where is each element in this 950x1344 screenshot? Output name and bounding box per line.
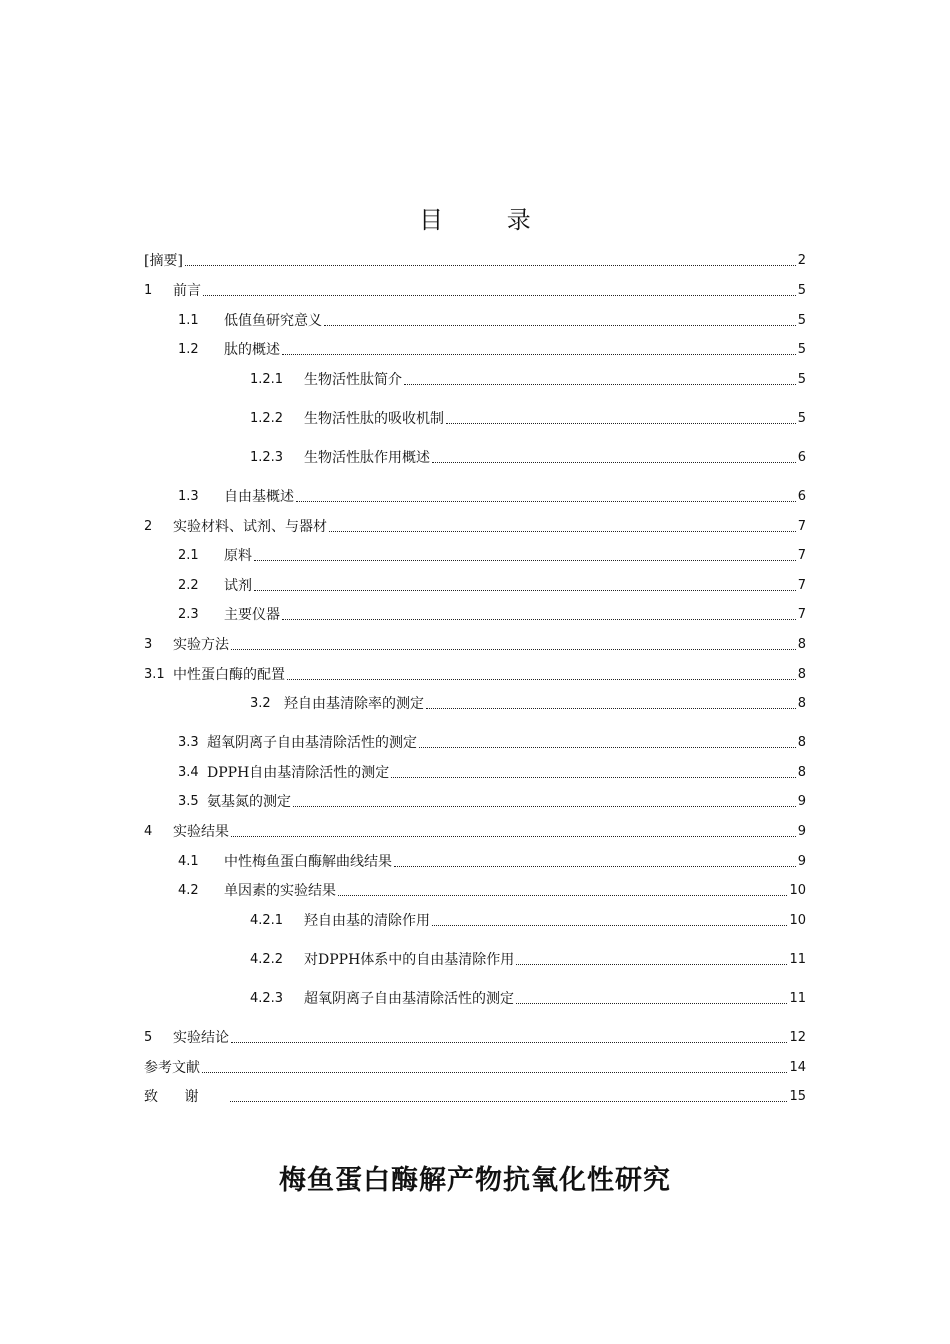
toc-page-number: 7 — [797, 519, 806, 534]
toc-entry-number: 3.5 — [178, 794, 199, 809]
toc-entry-text: 前言 — [173, 283, 201, 299]
toc-entry-1-2[interactable] — [144, 337, 806, 359]
toc-entry-text: 肽的概述 — [224, 342, 280, 358]
document-title: 梅鱼蛋白酶解产物抗氧化性研究 — [279, 1165, 671, 1196]
toc-page-number: 11 — [789, 952, 806, 967]
toc-entry-number: 3.4 — [178, 765, 199, 780]
toc-leader-dots — [202, 1072, 787, 1073]
toc-leader-dots — [282, 354, 796, 355]
toc-entry-text: 主要仪器 — [224, 607, 280, 623]
toc-entry-text: 生物活性肽简介 — [304, 372, 402, 388]
toc-entry-number: 3.1 — [144, 667, 165, 682]
toc-entry-number: 1.2.2 — [250, 411, 284, 426]
toc-entry-number: 4.2.3 — [250, 991, 284, 1006]
toc-entry-2-1[interactable] — [144, 543, 806, 565]
toc-entry-number: 5 — [144, 1030, 153, 1045]
toc-entry-number: 3.2 — [250, 696, 271, 711]
toc-page-number: 5 — [797, 313, 806, 328]
toc-page-number: 2 — [797, 253, 806, 268]
toc-entry-text: 自由基概述 — [224, 489, 294, 505]
toc-leader-dots — [391, 777, 795, 778]
toc-entry-text: 试剂 — [224, 578, 252, 594]
toc-leader-dots — [419, 747, 796, 748]
toc-page-number: 7 — [797, 548, 806, 563]
toc-entry-2-2[interactable] — [144, 573, 806, 595]
toc-heading: 目 录 — [419, 206, 559, 234]
toc-entry-text: 单因素的实验结果 — [224, 883, 336, 899]
toc-page-number: 8 — [797, 637, 806, 652]
toc-entry-3[interactable] — [144, 632, 806, 654]
toc-page-number: 8 — [797, 667, 806, 682]
toc-page-number: 5 — [797, 283, 806, 298]
toc-page-number: 6 — [797, 489, 806, 504]
toc-entry-1-2-2[interactable] — [144, 406, 806, 428]
toc-entry-number: 1.2 — [178, 342, 199, 357]
toc-leader-dots — [185, 265, 796, 266]
toc-leader-dots — [394, 866, 796, 867]
toc-leader-dots — [231, 836, 796, 837]
toc-leader-dots — [432, 462, 796, 463]
toc-entry-number: 2.1 — [178, 548, 199, 563]
toc-page-number: 5 — [797, 342, 806, 357]
toc-entry-5[interactable] — [144, 1025, 806, 1047]
toc-page-number: 10 — [789, 883, 806, 898]
toc-entry-3-2[interactable] — [144, 691, 806, 713]
toc-leader-dots — [282, 619, 796, 620]
toc-page-number: 9 — [797, 824, 806, 839]
toc-page-number: 7 — [797, 578, 806, 593]
toc-page-number: 15 — [789, 1089, 806, 1104]
toc-leader-dots — [287, 679, 796, 680]
toc-leader-dots — [329, 531, 796, 532]
toc-entry-number: 4.2 — [178, 883, 199, 898]
toc-entry-text: 氨基氮的测定 — [207, 794, 291, 810]
toc-leader-dots — [446, 423, 796, 424]
toc-entry-text: 羟自由基清除率的测定 — [284, 696, 424, 712]
toc-entry-2-3[interactable] — [144, 602, 806, 624]
toc-entry-3-1[interactable] — [144, 662, 806, 684]
toc-entry-text: 生物活性肽的吸收机制 — [304, 411, 444, 427]
toc-entry-text: 实验结果 — [173, 824, 229, 840]
toc-entry-3-5[interactable] — [144, 789, 806, 811]
toc-entry-1-2-3[interactable] — [144, 445, 806, 467]
toc-page-number: 8 — [797, 765, 806, 780]
toc-page-number: 8 — [797, 735, 806, 750]
toc-entry-number: 4 — [144, 824, 153, 839]
toc-leader-dots — [516, 1003, 787, 1004]
toc-page-number: 7 — [797, 607, 806, 622]
toc-entry-4-2-2[interactable] — [144, 947, 806, 969]
toc-entry-text: 羟自由基的清除作用 — [304, 913, 430, 929]
toc-page-number: 10 — [789, 913, 806, 928]
toc-page-number: 5 — [797, 411, 806, 426]
toc-entry-3-4[interactable] — [144, 760, 806, 782]
toc-entry-number: 3.3 — [178, 735, 199, 750]
toc-leader-dots — [230, 1101, 787, 1102]
toc-entry-2[interactable] — [144, 514, 806, 536]
toc-entry-text: 超氧阴离子自由基清除活性的测定 — [304, 991, 514, 1007]
toc-entry-number: 1.3 — [178, 489, 199, 504]
toc-entry-acknowledgements[interactable] — [144, 1084, 806, 1106]
toc-entry-1[interactable] — [144, 278, 806, 300]
toc-leader-dots — [254, 590, 796, 591]
toc-entry-text: 超氧阴离子自由基清除活性的测定 — [207, 735, 417, 751]
toc-entry-text: 低值鱼研究意义 — [224, 313, 322, 329]
toc-entry-text: 致 谢 — [144, 1089, 199, 1105]
toc-entry-text: 中性梅鱼蛋白酶解曲线结果 — [224, 854, 392, 870]
toc-entry-number: 2 — [144, 519, 153, 534]
toc-entry-text: [摘要] — [144, 253, 183, 269]
toc-leader-dots — [203, 295, 796, 296]
toc-leader-dots — [296, 501, 796, 502]
toc-entry-abstract[interactable] — [144, 248, 806, 270]
toc-entry-text: 参考文献 — [144, 1060, 200, 1076]
toc-entry-text: 实验结论 — [173, 1030, 229, 1046]
toc-entry-references[interactable] — [144, 1055, 806, 1077]
toc-page-number: 9 — [797, 794, 806, 809]
toc-entry-number: 4.1 — [178, 854, 199, 869]
toc-entry-text: DPPH自由基清除活性的测定 — [207, 765, 390, 781]
toc-page-number: 5 — [797, 372, 806, 387]
toc-entry-number: 1.2.1 — [250, 372, 284, 387]
toc-leader-dots — [404, 384, 796, 385]
toc-page-number: 9 — [797, 854, 806, 869]
toc-leader-dots — [324, 325, 796, 326]
toc-entry-4-2-3[interactable] — [144, 986, 806, 1008]
toc-entry-number: 3 — [144, 637, 153, 652]
toc-entry-number: 1.1 — [178, 313, 199, 328]
toc-entry-text: 对DPPH体系中的自由基清除作用 — [304, 952, 515, 968]
toc-leader-dots — [293, 806, 796, 807]
toc-page-number: 8 — [797, 696, 806, 711]
toc-entry-number: 1 — [144, 283, 153, 298]
toc-entry-1-2-1[interactable] — [144, 367, 806, 389]
toc-entry-number: 2.2 — [178, 578, 199, 593]
toc-page-number: 6 — [797, 450, 806, 465]
toc-leader-dots — [231, 649, 796, 650]
toc-entry-4-2-1[interactable] — [144, 908, 806, 930]
toc-leader-dots — [338, 895, 787, 896]
toc-entry-text: 实验方法 — [173, 637, 229, 653]
toc-leader-dots — [254, 560, 796, 561]
toc-entry-text: 中性蛋白酶的配置 — [173, 667, 285, 683]
toc-entry-1-1[interactable] — [144, 308, 806, 330]
toc-entry-4[interactable] — [144, 819, 806, 841]
toc-page-number: 11 — [789, 991, 806, 1006]
toc-leader-dots — [231, 1042, 787, 1043]
toc-leader-dots — [432, 925, 787, 926]
toc-page-number: 12 — [789, 1030, 806, 1045]
toc-entry-text: 原料 — [224, 548, 252, 564]
toc-entry-4-2[interactable] — [144, 878, 806, 900]
toc-entry-3-3[interactable] — [144, 730, 806, 752]
toc-entry-number: 4.2.2 — [250, 952, 284, 967]
toc-entry-1-3[interactable] — [144, 484, 806, 506]
toc-entry-text: 生物活性肽作用概述 — [304, 450, 430, 466]
toc-entry-number: 2.3 — [178, 607, 199, 622]
toc-page-number: 14 — [789, 1060, 806, 1075]
toc-entry-4-1[interactable] — [144, 849, 806, 871]
toc-leader-dots — [516, 964, 787, 965]
toc-entry-number: 1.2.3 — [250, 450, 284, 465]
toc-entry-number: 4.2.1 — [250, 913, 284, 928]
toc-entry-text: 实验材料、试剂、与器材 — [173, 519, 327, 535]
toc-leader-dots — [426, 708, 796, 709]
